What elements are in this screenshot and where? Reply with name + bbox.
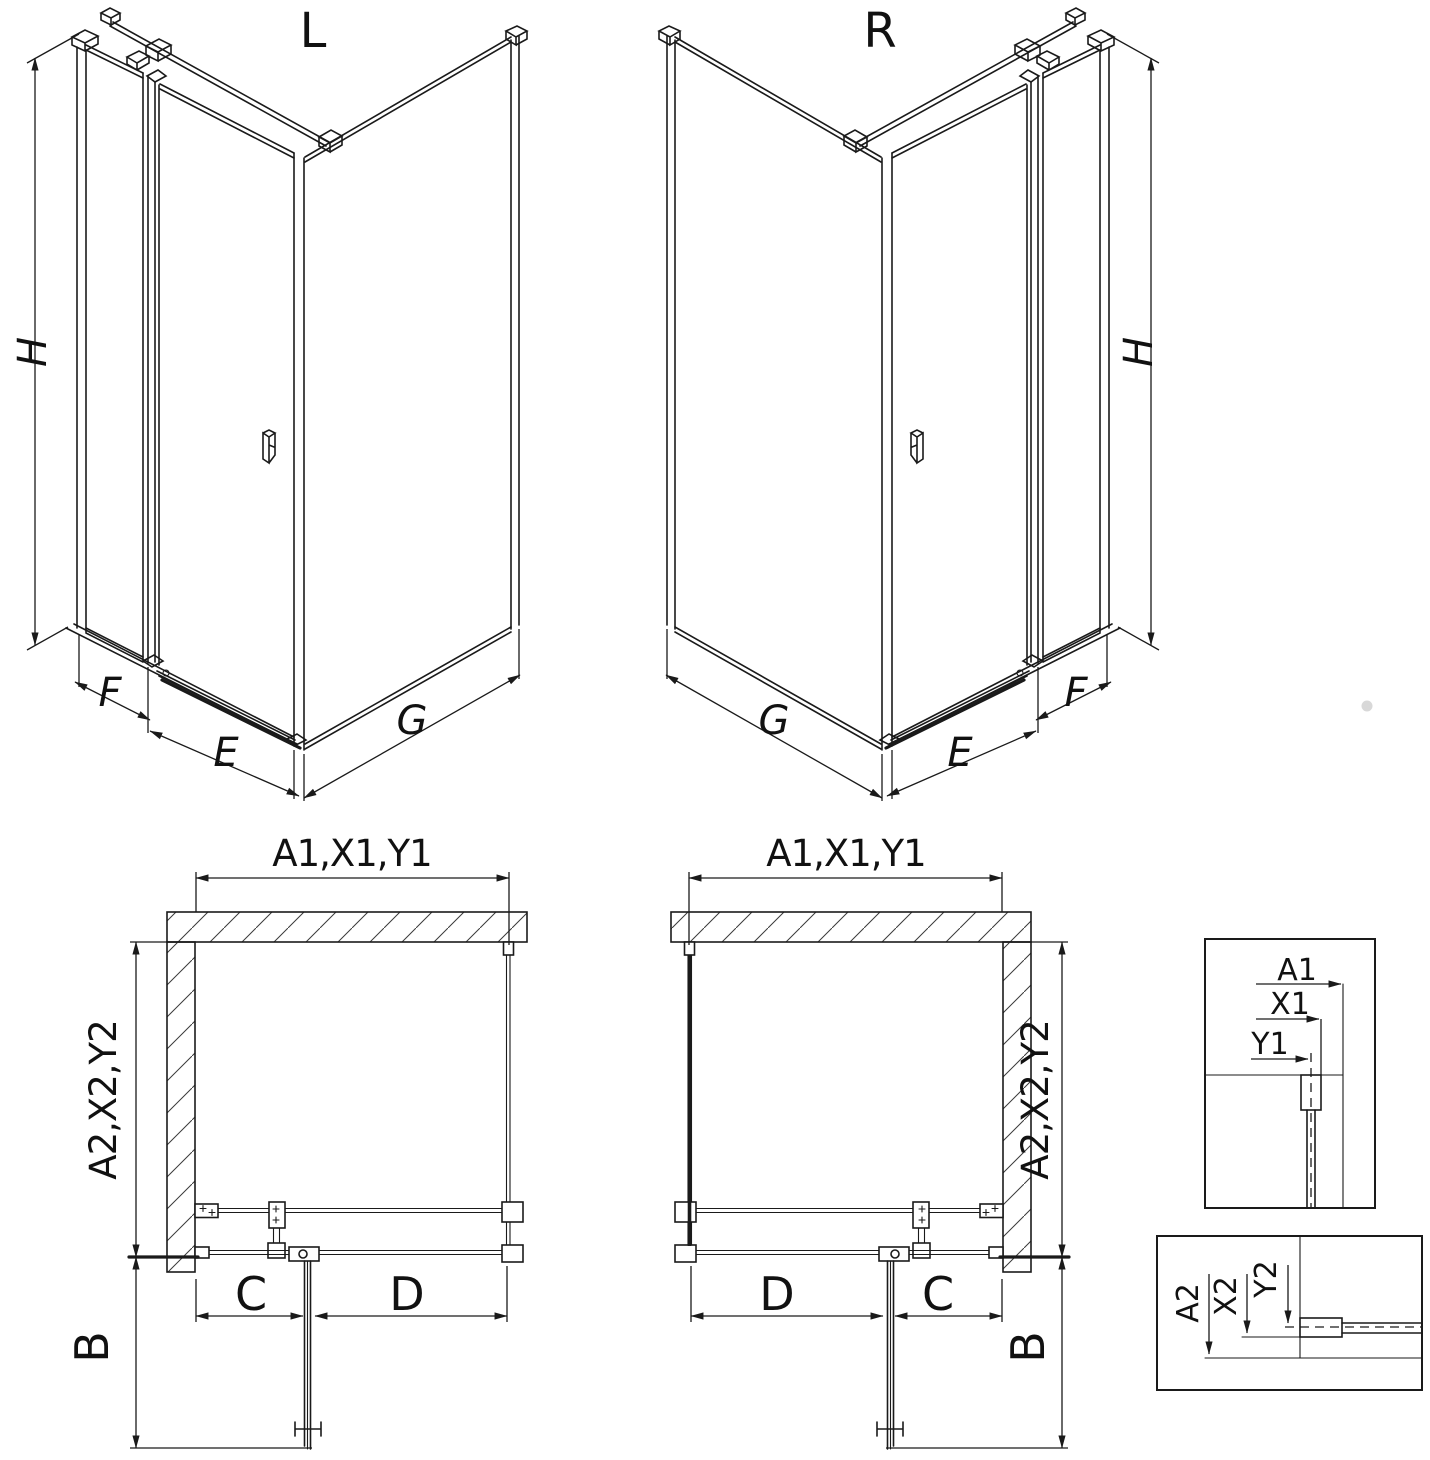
dim-label-c-right: C xyxy=(921,1267,955,1321)
inset-dim-a2: A2 xyxy=(1171,1283,1206,1323)
dim-label-f-right: F xyxy=(1064,670,1088,716)
dim-label-g-right: G xyxy=(758,698,790,744)
iso-left-title: L xyxy=(299,3,327,59)
dim-label-d-right: D xyxy=(759,1267,795,1321)
dim-label-f-left: F xyxy=(98,670,122,716)
inset-dim-y2: Y2 xyxy=(1249,1260,1284,1298)
dim-label-e-right: E xyxy=(947,730,973,776)
wall-top-left-plan xyxy=(167,912,527,942)
dim-label-a1-right: A1,X1,Y1 xyxy=(766,832,926,875)
dim-label-h-left: H xyxy=(10,336,56,368)
wall-side-left-plan xyxy=(167,942,195,1272)
iso-view-left xyxy=(10,3,527,801)
dim-label-e-left: E xyxy=(213,730,239,776)
dim-label-d-left: D xyxy=(389,1267,425,1321)
dim-label-h-right: H xyxy=(1116,336,1162,368)
watermark-dot xyxy=(1362,701,1373,712)
dim-label-a2-left: A2,X2,Y2 xyxy=(82,1020,125,1180)
inset-dim-y1: Y1 xyxy=(1251,1027,1289,1062)
dim-label-a2-right: A2,X2,Y2 xyxy=(1014,1020,1057,1180)
plan-view-left xyxy=(65,832,527,1449)
dim-label-b-right: B xyxy=(1001,1331,1055,1363)
inset-dim-a1: A1 xyxy=(1277,953,1317,988)
iso-view-right xyxy=(659,3,1162,801)
dim-label-c-left: C xyxy=(234,1267,268,1321)
dim-label-g-left: G xyxy=(396,698,428,744)
dim-label-b-left: B xyxy=(65,1331,119,1363)
dim-label-a1-left: A1,X1,Y1 xyxy=(272,832,432,875)
wall-top-right-plan xyxy=(671,912,1031,942)
inset-dim-x1: X1 xyxy=(1270,987,1310,1022)
iso-right-title: R xyxy=(863,3,897,59)
plan-view-right xyxy=(671,832,1069,1449)
detail-inset-bottom xyxy=(1157,1236,1422,1390)
inset-dim-x2: X2 xyxy=(1209,1276,1244,1316)
detail-inset-top xyxy=(1205,939,1375,1208)
